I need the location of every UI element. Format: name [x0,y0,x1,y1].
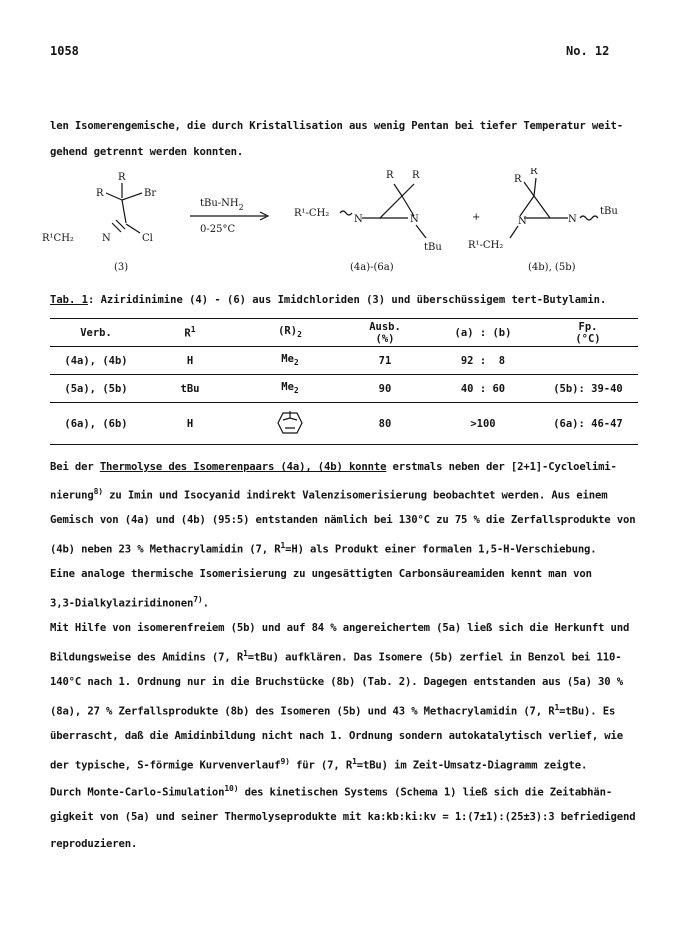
col-verb: Verb. [80,326,112,339]
atom-n-exo-p1: N [354,214,363,225]
p2-line-2: Bildungsweise des Amidins (7, $R^1=tBu$) aufklären. Das Isomere (5b) zerfiel in Benzol bei 110- [50,649,622,664]
bicyclic-structure-icon [275,409,305,439]
cell-ausb: 71 [378,354,392,367]
cell-verb: (5a), (5b) [64,382,128,395]
product-aziridinimine-b [468,168,618,273]
atom-r-p2a: R [514,174,522,185]
p2-line-6: der typische, S-förmige Kurvenverlauf$^{9)}$ für (7, $R^1=tBu$) im Zeit-Umsatz-Diagramm zeigte. [50,757,588,772]
table-header-row [50,319,638,347]
cell-verb: (4a), (4b) [64,354,128,367]
page-number: 1058 [50,44,79,58]
col-r2: $(R)_2$ [278,325,302,340]
p1-line-2: nierung$^{8)}$ zu Imin und Isocyanid indirekt Valenzisomerisierung beobachtet werden. Aus einem [50,487,608,502]
p2-line-8: gigkeit von (5a) und seiner Thermolyseprodukte mit ka:kb:ki:kv = 1:(7±1):(25±3):3 befriedigend [50,811,636,823]
p1-line-5: Eine analoge thermische Isomerisierung zu ungesättigten Carbonsäureamiden kennt man von [50,568,592,580]
atom-n-exo-p2: N [568,214,577,225]
intro-line-1: len Isomerengemische, die durch Kristallisation aus wenig Pentan bei tiefer Temperatur weit- [50,120,623,132]
col-r1: $R^1$ [184,325,196,340]
atom-n-ring-p1: N [410,214,419,225]
p1-line-1: Bei der Thermolyse des Isomerenpaars (4a), (4b) konnte erstmals neben der [2+1]-Cycloelimi- [50,461,617,473]
atom-r1ch2-left: R¹CH₂ [42,233,74,244]
atom-br: Br [144,188,157,199]
p2-line-9: reproduzieren. [50,838,138,850]
table-row [50,347,638,375]
label-reactant: (3) [114,262,129,273]
table-1 [50,318,638,445]
conditions: 0-25°C [200,224,236,235]
atom-r-p1a: R [386,170,394,181]
cell-ratio: 40 : 60 [460,382,506,395]
table-ref: Tab. 1 [50,294,88,306]
atom-cl: Cl [142,233,153,244]
issue-number: No. 12 [566,44,610,58]
cell-ausb: 90 [378,382,392,395]
cell-r2-bicyclic-structure [238,403,342,445]
atom-r1ch2-p1: R¹-CH₂ [294,208,330,219]
table-caption [50,294,606,306]
cell-r1: H [186,417,194,430]
cell-r1: tBu [180,382,200,395]
p2-line-4: (8a), 27 % Zerfallsprodukte (8b) des Isomeren (5b) und 43 % Methacrylamidin (7, $R^1=tBu$). Es [50,703,616,718]
col-ausb: Ausb. (%) [369,320,401,345]
cell-r2: $Me_2$ [281,381,299,396]
cell-verb: (6a), (6b) [64,417,128,430]
cell-ratio: >100 [470,417,496,430]
atom-r-p1b: R [412,170,420,181]
cell-r1: H [186,354,194,367]
p2-line-5: überrascht, daß die Amidinbildung nicht nach 1. Ordnung sondern autokatalytisch verlief, wie [50,730,623,742]
atom-r-top: R [118,172,126,183]
cell-fp [538,347,638,375]
cell-fp: (6a): 46-47 [553,417,623,430]
atom-n-ring-p2: N [518,216,527,227]
table-caption-text: : Aziridinimine (4) - (6) aus Imidchloriden (3) und überschüssigem tert-Butylamin. [87,294,607,306]
atom-tbu-p1: tBu [424,242,442,253]
cell-r2: $Me_2$ [281,353,299,368]
table-row [50,403,638,445]
product-aziridinimine-a [294,170,442,273]
p2-line-7: Durch Monte-Carlo-Simulation$^{10)}$ des kinetischen Systems (Schema 1) ließ sich die Zeitabhän- [50,784,613,799]
cell-ratio: 92 : 8 [460,354,506,367]
p2-line-3: 140°C nach 1. Ordnung nur in die Bruchstücke (8b) (Tab. 2). Dagegen entstanden aus (5a) 30 % [50,676,623,688]
col-ratio: (a) : (b) [454,326,512,339]
atom-r1ch2-p2: R¹-CH₂ [468,240,504,251]
reagent: tBu-NH [200,198,239,209]
label-product-2: (4b), (5b) [528,262,576,273]
reactant-imidoyl-chloride [42,172,156,273]
atom-r-left: R [96,188,104,199]
col-fp: Fp. (°C) [575,320,601,345]
p1-line-6: 3,3-Dialkylaziridinonen$^{7)}$. [50,595,209,610]
intro-line-2: gehend getrennt werden konnten. [50,146,244,158]
p2-line-1: Mit Hilfe von isomerenfreiem (5b) und auf 84 % angereichertem (5a) ließ sich die Herkunft und [50,622,630,634]
atom-n-reactant: N [102,233,111,244]
svg-text:tBu-NH2 [200,198,244,212]
label-product-1: (4a)-(6a) [350,262,394,273]
p1-line-3: Gemisch von (4a) und (4b) (95:5) entstanden nämlich bei 130°C zu 75 % die Zerfallsprodukte von [50,514,636,526]
reaction-scheme [40,168,650,288]
reagent-sub: 2 [238,203,244,212]
cell-ausb: 80 [378,417,392,430]
atom-tbu-p2: tBu [600,206,618,217]
p1-line-4: (4b) neben 23 % Methacrylamidin (7, $R^1=H$) als Produkt einer formalen 1,5-H-Verschiebung. [50,541,597,556]
plus-sign: + [472,212,481,223]
cell-fp: (5b): 39-40 [553,382,623,395]
reaction-arrow [190,198,268,235]
table-row [50,375,638,403]
atom-r-p2b: R [530,168,538,177]
